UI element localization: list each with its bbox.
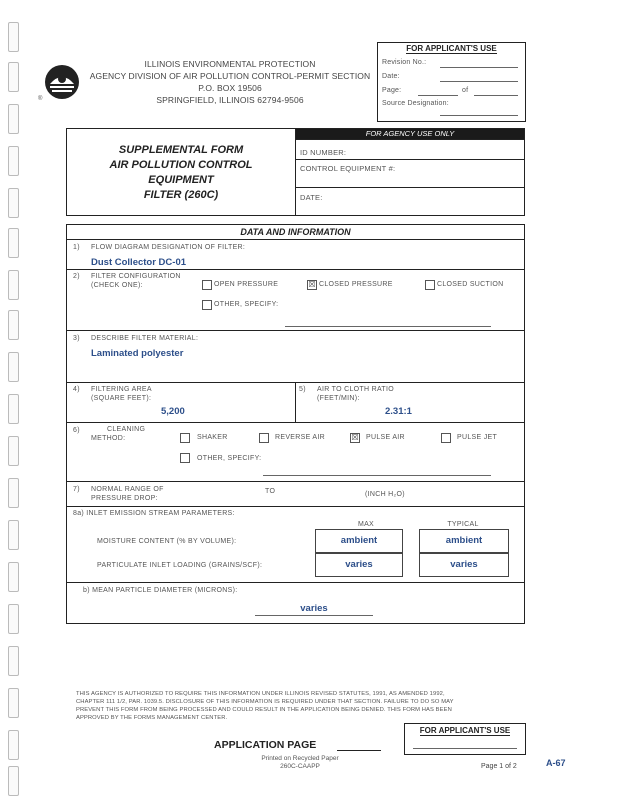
other-config-checkbox[interactable] xyxy=(202,300,212,310)
divider xyxy=(67,506,524,507)
divider xyxy=(296,187,524,188)
q6-label-line: METHOD: xyxy=(91,435,126,442)
q2-label xyxy=(91,272,181,290)
max-column-header: MAX xyxy=(357,521,375,528)
other-config-line[interactable] xyxy=(285,326,491,327)
printed-line: Printed on Recycled Paper xyxy=(261,755,339,762)
q8b-line xyxy=(255,615,373,616)
agency-header-line: P.O. BOX 19506 xyxy=(198,83,262,93)
page-of: Page 1 of 2 xyxy=(481,763,517,770)
q4-label xyxy=(91,385,152,403)
open-pressure-checkbox[interactable] xyxy=(202,280,212,290)
moisture-content-label: MOISTURE CONTENT (% BY VOLUME): xyxy=(97,538,237,545)
date-line[interactable] xyxy=(440,81,518,82)
q4-value[interactable]: 5,200 xyxy=(161,406,185,417)
binder-hole xyxy=(8,188,19,218)
other-cleaning-checkbox[interactable] xyxy=(180,453,190,463)
of-label: of xyxy=(462,87,469,94)
q1-number: 1) xyxy=(73,244,80,251)
reverse-air-label: REVERSE AIR xyxy=(275,434,325,441)
closed-pressure-label: CLOSED PRESSURE xyxy=(319,281,393,288)
binder-hole xyxy=(8,22,19,52)
form-title-line: EQUIPMENT xyxy=(148,174,214,186)
data-section-title: DATA AND INFORMATION xyxy=(240,227,351,237)
q6-label xyxy=(91,425,145,443)
divider xyxy=(67,422,524,423)
moisture-max-value[interactable]: ambient xyxy=(315,529,403,553)
q7-label-line: NORMAL RANGE OF xyxy=(91,486,164,493)
binder-hole xyxy=(8,228,19,258)
q4-number: 4) xyxy=(73,386,80,393)
agency-header-line: ILLINOIS ENVIRONMENTAL PROTECTION xyxy=(144,59,316,69)
q4-label-line: FILTERING AREA xyxy=(91,386,152,393)
agency-date-label: DATE: xyxy=(300,193,323,202)
agency-header xyxy=(82,58,378,106)
q1-label: FLOW DIAGRAM DESIGNATION OF FILTER: xyxy=(91,244,246,251)
pulse-jet-label: PULSE JET xyxy=(457,434,498,441)
control-equipment-label: CONTROL EQUIPMENT #: xyxy=(300,164,396,173)
divider xyxy=(67,239,524,240)
page-id: A-67 xyxy=(546,758,566,768)
agency-use-title: FOR AGENCY USE ONLY xyxy=(296,129,524,139)
q5-number: 5) xyxy=(299,386,306,393)
other-cleaning-label: OTHER, SPECIFY: xyxy=(197,455,262,462)
form-title-box xyxy=(66,128,525,216)
id-number-label: ID NUMBER: xyxy=(300,148,347,157)
divider xyxy=(296,159,524,160)
source-designation-line[interactable] xyxy=(440,115,518,116)
q2-label-line: FILTER CONFIGURATION xyxy=(91,273,181,280)
registered-mark: ® xyxy=(38,96,43,102)
pulse-jet-checkbox[interactable] xyxy=(441,433,451,443)
application-page-line[interactable] xyxy=(337,750,381,751)
shaker-checkbox[interactable] xyxy=(180,433,190,443)
divider xyxy=(67,582,524,583)
q6-number: 6) xyxy=(73,427,80,434)
divider xyxy=(67,269,524,270)
application-page-label: APPLICATION PAGE xyxy=(214,739,317,751)
binder-hole xyxy=(8,270,19,300)
q1-value[interactable]: Dust Collector DC-01 xyxy=(91,257,187,268)
applicant-use-box xyxy=(377,42,526,122)
of-line[interactable] xyxy=(474,95,518,96)
footer-applicant-use-line[interactable] xyxy=(413,748,517,749)
particulate-loading-label: PARTICULATE INLET LOADING (GRAINS/SCF): xyxy=(97,562,263,569)
typical-column-header: TYPICAL xyxy=(447,521,479,528)
binder-hole xyxy=(8,104,19,134)
source-designation-label: Source Designation: xyxy=(382,100,449,107)
q7-label-line: PRESSURE DROP: xyxy=(91,495,158,502)
revision-label: Revision No.: xyxy=(382,59,427,66)
q5-label-line: AIR TO CLOTH RATIO xyxy=(317,386,394,393)
agency-header-line: SPRINGFIELD, ILLINOIS 62794-9506 xyxy=(156,95,304,105)
q8b-value[interactable]: varies xyxy=(300,603,328,614)
applicant-use-title xyxy=(378,44,525,53)
moisture-typical-value[interactable]: ambient xyxy=(419,529,509,553)
page-line[interactable] xyxy=(418,95,458,96)
agency-header-line: AGENCY DIVISION OF AIR POLLUTION CONTROL-PERMIT SECTION xyxy=(89,71,371,81)
binder-hole xyxy=(8,62,19,92)
disclaimer-line: APPROVED BY THE FORMS MANAGEMENT CENTER. xyxy=(76,715,228,721)
form-title xyxy=(67,143,295,203)
q5-label-line: (FEET/MIN): xyxy=(317,395,360,402)
binder-hole xyxy=(8,436,19,466)
q8b-label: b) MEAN PARTICLE DIAMETER (MICRONS): xyxy=(83,587,238,594)
footer-applicant-use-text: FOR APPLICANT'S USE xyxy=(419,726,511,735)
footer-applicant-use-box xyxy=(404,723,526,755)
q2-number: 2) xyxy=(73,273,80,280)
binder-hole xyxy=(8,478,19,508)
shaker-label: SHAKER xyxy=(197,434,228,441)
q5-value[interactable]: 2.31:1 xyxy=(385,406,412,417)
date-label: Date: xyxy=(382,73,400,80)
closed-pressure-checkbox[interactable]: ☒ xyxy=(308,280,316,289)
binder-hole xyxy=(8,394,19,424)
printed-info xyxy=(250,755,350,771)
q7-number: 7) xyxy=(73,486,80,493)
q7-label xyxy=(91,485,164,503)
q3-number: 3) xyxy=(73,335,80,342)
form-code: 260C-CAAPP xyxy=(280,763,320,770)
binder-hole xyxy=(8,310,19,340)
form-title-line: SUPPLEMENTAL FORM xyxy=(118,144,244,156)
divider xyxy=(67,481,524,482)
disclaimer-line: PREVENT THIS FORM FROM BEING PROCESSED AND COULD RESULT IN THE APPLICATION BEING DENIED. THIS FORM HAS BEEN xyxy=(76,707,452,713)
q7-to-label: TO xyxy=(265,488,276,495)
binder-hole xyxy=(8,730,19,760)
reverse-air-checkbox[interactable] xyxy=(259,433,269,443)
open-pressure-label: OPEN PRESSURE xyxy=(214,281,279,288)
pulse-air-checkbox[interactable]: ☒ xyxy=(351,433,359,442)
divider xyxy=(295,129,296,215)
form-title-line: AIR POLLUTION CONTROL xyxy=(109,159,253,171)
form-title-line: FILTER (260C) xyxy=(143,189,219,201)
data-information-section xyxy=(66,224,525,624)
q4-label-line: (SQUARE FEET): xyxy=(91,395,152,402)
divider xyxy=(296,139,524,140)
q7-unit-label: (INCH H₂O) xyxy=(365,491,405,498)
applicant-use-title-text: FOR APPLICANT'S USE xyxy=(406,44,497,53)
binder-hole xyxy=(8,688,19,718)
q5-label xyxy=(317,385,394,403)
binder-hole xyxy=(8,520,19,550)
loading-max-value[interactable]: varies xyxy=(315,553,403,577)
other-config-label: OTHER, SPECIFY: xyxy=(214,301,279,308)
binder-hole xyxy=(8,562,19,592)
q3-value[interactable]: Laminated polyester xyxy=(91,348,184,359)
disclaimer-line: THIS AGENCY IS AUTHORIZED TO REQUIRE THIS INFORMATION UNDER ILLINOIS REVISED STATUTES, 1991, AS AMENDED 1992, xyxy=(76,691,445,697)
loading-typical-value[interactable]: varies xyxy=(419,553,509,577)
other-cleaning-line[interactable] xyxy=(263,475,491,476)
binder-hole xyxy=(8,352,19,382)
revision-line[interactable] xyxy=(440,67,518,68)
disclaimer-line: CHAPTER 111 1/2, PAR. 1039.5. DISCLOSURE OF THIS INFORMATION IS REQUIRED UNDER THAT SECTION. FAILURE TO DO SO MAY xyxy=(76,699,454,705)
closed-suction-label: CLOSED SUCTION xyxy=(437,281,504,288)
binder-hole xyxy=(8,766,19,796)
closed-suction-checkbox[interactable] xyxy=(425,280,435,290)
binder-hole xyxy=(8,146,19,176)
page-label: Page: xyxy=(382,87,402,94)
disclaimer xyxy=(76,690,526,722)
divider xyxy=(67,330,524,331)
q8a-label: 8a) INLET EMISSION STREAM PARAMETERS: xyxy=(73,510,235,517)
q6-label-line: CLEANING xyxy=(107,426,146,433)
binder-hole xyxy=(8,646,19,676)
q2-label-line: (CHECK ONE): xyxy=(91,282,143,289)
binder-hole xyxy=(8,604,19,634)
pulse-air-label: PULSE AIR xyxy=(366,434,405,441)
footer-applicant-use-title xyxy=(405,726,525,735)
divider xyxy=(295,382,296,422)
illinois-epa-logo xyxy=(44,64,80,100)
q3-label: DESCRIBE FILTER MATERIAL: xyxy=(91,335,199,342)
